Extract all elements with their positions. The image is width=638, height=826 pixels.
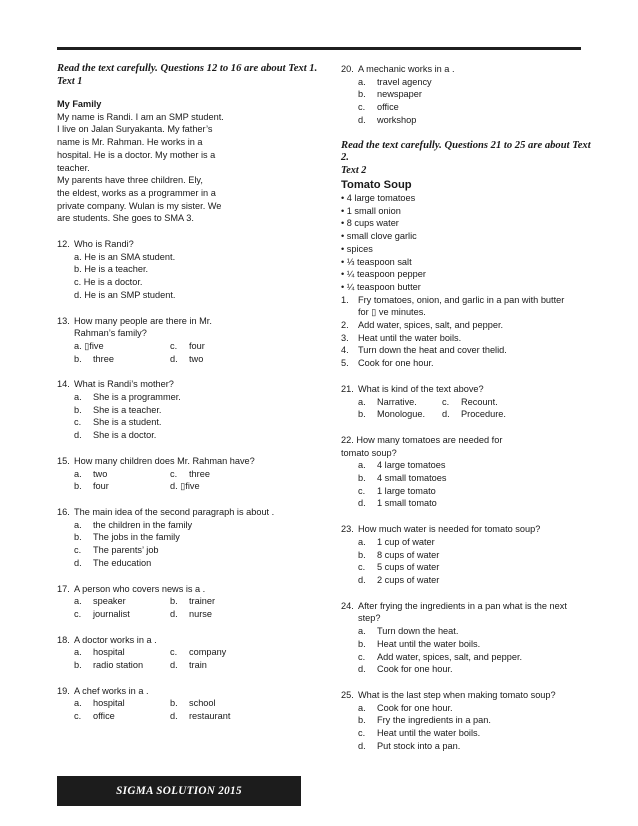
text1-label: Text 1 bbox=[57, 75, 83, 87]
option-d: d. restaurant bbox=[170, 711, 231, 722]
question-15 bbox=[57, 455, 322, 493]
story-line: teacher. bbox=[57, 162, 90, 173]
option-a: a. ▯five bbox=[74, 340, 104, 351]
option-a: a. travel agency bbox=[358, 76, 432, 87]
option-b: b. Heat until the water boils. bbox=[358, 638, 481, 649]
question-14 bbox=[57, 378, 322, 442]
recipe-step: 1. Fry tomatoes, onion, and garlic in a pan with butter bbox=[341, 294, 565, 305]
question-number: 12. bbox=[57, 239, 70, 250]
option-d: d. Cook for one hour. bbox=[358, 664, 453, 675]
option-b: b. newspaper bbox=[358, 89, 422, 100]
option-b: b. three bbox=[74, 353, 114, 364]
story-line: hospital. He is a doctor. My mother is a bbox=[57, 149, 216, 160]
question-text: A chef works in a . bbox=[74, 685, 149, 696]
recipe-step: 4. Turn down the heat and cover thelid. bbox=[341, 345, 507, 356]
option-c: c. three bbox=[170, 468, 210, 479]
story-line: name is Mr. Rahman. He works in a bbox=[57, 137, 203, 148]
recipe-steps bbox=[341, 294, 591, 370]
question-text: After frying the ingredients in a pan what is the next bbox=[358, 600, 567, 611]
question-24 bbox=[341, 600, 591, 676]
option-d: d. He is an SMP student. bbox=[74, 289, 176, 300]
option-c: c. four bbox=[170, 340, 205, 351]
ingredient-item: • 8 cups water bbox=[341, 218, 399, 229]
recipe-step-cont: for ▯ ve minutes. bbox=[358, 307, 426, 318]
left-column bbox=[57, 63, 322, 723]
options-row bbox=[358, 408, 591, 421]
option-c: c. The parents’ job bbox=[74, 545, 159, 556]
option-d: d. train bbox=[170, 660, 207, 671]
story-line: My name is Randi. I am an SMP student. bbox=[57, 111, 224, 122]
question-20 bbox=[341, 63, 591, 127]
option-a: a. He is an SMA student. bbox=[74, 251, 176, 262]
question-number: 13. bbox=[57, 315, 70, 326]
ingredient-item: • 1 small onion bbox=[341, 205, 401, 216]
question-text: 22. How many tomatoes are needed for bbox=[341, 434, 503, 445]
ingredient-item: • ⅓ teaspoon salt bbox=[341, 256, 412, 267]
question-number: 24. bbox=[341, 600, 354, 611]
question-number: 16. bbox=[57, 506, 70, 517]
question-number: 20. bbox=[341, 64, 354, 74]
option-d: d. two bbox=[170, 353, 204, 364]
option-b: b. 8 cups of water bbox=[358, 549, 440, 560]
option-c: c. Add water, spices, salt, and pepper. bbox=[358, 651, 523, 662]
story-line: are students. She goes to SMA 3. bbox=[57, 213, 194, 224]
option-a: a. speaker bbox=[74, 596, 126, 607]
question-number: 25. bbox=[341, 689, 354, 700]
ingredient-item: • small clove garlic bbox=[341, 231, 417, 242]
text2-label: Text 2 bbox=[341, 164, 367, 176]
option-c: c. office bbox=[358, 102, 399, 113]
options-row bbox=[74, 646, 322, 659]
question-number: 15. bbox=[57, 455, 70, 466]
question-text: What is the last step when making tomato soup? bbox=[358, 689, 556, 700]
option-c: c. journalist bbox=[74, 608, 130, 619]
story-line: the eldest, works as a programmer in a bbox=[57, 187, 216, 198]
ingredient-item: • spices bbox=[341, 243, 373, 254]
question-text: A mechanic works in a . bbox=[358, 64, 455, 74]
option-a: a. Narrative. bbox=[358, 396, 417, 407]
option-c: c. Recount. bbox=[442, 396, 498, 407]
recipe-step: 5. Cook for one hour. bbox=[341, 358, 434, 369]
question-text: What is kind of the text above? bbox=[358, 383, 484, 394]
text2-instructions: Read the text carefully. Questions 21 to 25 are about Text 2. bbox=[341, 139, 591, 164]
option-a: a. Turn down the heat. bbox=[358, 626, 459, 637]
option-d: d. Put stock into a pan. bbox=[358, 740, 461, 751]
option-d: d. Procedure. bbox=[442, 409, 506, 420]
options-row bbox=[74, 595, 322, 608]
option-c: c. office bbox=[74, 711, 115, 722]
question-text: How many children does Mr. Rahman have? bbox=[74, 455, 255, 466]
option-b: b. trainer bbox=[170, 596, 216, 607]
option-a: a. She is a programmer. bbox=[74, 392, 181, 403]
question-17 bbox=[57, 583, 322, 621]
text1-instructions: Read the text carefully. Questions 12 to 16 are about Text 1. bbox=[57, 63, 318, 74]
question-text: Who is Randi? bbox=[74, 239, 134, 250]
question-13 bbox=[57, 315, 322, 366]
option-d: d. 1 small tomato bbox=[358, 498, 437, 509]
question-number: 18. bbox=[57, 634, 70, 645]
option-d: d. The education bbox=[74, 557, 152, 568]
question-number: 19. bbox=[57, 685, 70, 696]
option-a: a. hospital bbox=[74, 647, 125, 658]
question-16 bbox=[57, 506, 322, 570]
options-row bbox=[74, 608, 322, 621]
question-number: 23. bbox=[341, 524, 354, 535]
ingredient-list bbox=[341, 192, 591, 294]
option-b: b. Fry the ingredients in a pan. bbox=[358, 715, 491, 726]
question-text: The main idea of the second paragraph is about . bbox=[74, 506, 275, 517]
option-d: d. She is a doctor. bbox=[74, 430, 157, 441]
options-row bbox=[74, 468, 322, 481]
options-row bbox=[74, 353, 322, 366]
option-c: c. He is a doctor. bbox=[74, 277, 143, 288]
story-title: My Family bbox=[57, 99, 102, 109]
options-row bbox=[74, 697, 322, 710]
option-a: a. two bbox=[74, 468, 108, 479]
recipe-step: 2. Add water, spices, salt, and pepper. bbox=[341, 320, 504, 331]
option-b: b. He is a teacher. bbox=[74, 264, 149, 275]
option-c: c. 5 cups of water bbox=[358, 562, 440, 573]
ingredient-item: • ¼ teaspoon pepper bbox=[341, 269, 426, 280]
option-b: b. four bbox=[74, 481, 109, 492]
question-text: What is Randi’s mother? bbox=[74, 379, 174, 390]
options-row bbox=[74, 710, 322, 723]
option-b: b. 4 small tomatoes bbox=[358, 473, 447, 484]
option-d: d. 2 cups of water bbox=[358, 575, 440, 585]
question-number: 14. bbox=[57, 379, 70, 390]
story-line: I live on Jalan Suryakanta. My father’s bbox=[57, 124, 213, 135]
question-text: A person who covers news is a . bbox=[74, 583, 206, 594]
story-body bbox=[57, 111, 322, 225]
top-rule bbox=[57, 47, 581, 50]
question-23 bbox=[341, 523, 591, 587]
option-a: a. the children in the family bbox=[74, 519, 193, 530]
question-text: How much water is needed for tomato soup? bbox=[358, 524, 541, 535]
option-c: c. She is a student. bbox=[74, 417, 162, 428]
option-d: d. workshop bbox=[358, 114, 417, 125]
options-row bbox=[74, 659, 322, 672]
option-d: d. nurse bbox=[170, 608, 212, 619]
question-text-cont: tomato soup? bbox=[341, 447, 397, 458]
question-19 bbox=[57, 685, 322, 723]
right-column bbox=[341, 63, 591, 752]
recipe-title: Tomato Soup bbox=[341, 179, 412, 192]
story-line: private company. Wulan is my sister. We bbox=[57, 200, 222, 211]
question-25 bbox=[341, 689, 591, 753]
option-b: b. school bbox=[170, 698, 216, 709]
question-number: 21. bbox=[341, 383, 354, 394]
option-c: c. 1 large tomato bbox=[358, 485, 436, 496]
question-18 bbox=[57, 634, 322, 672]
option-a: a. Cook for one hour. bbox=[358, 702, 453, 713]
options-row bbox=[74, 480, 322, 493]
question-number: 17. bbox=[57, 583, 70, 594]
question-22 bbox=[341, 434, 591, 510]
recipe-step: 3. Heat until the water boils. bbox=[341, 332, 462, 343]
option-a: a. hospital bbox=[74, 698, 125, 709]
options-row bbox=[358, 396, 591, 409]
option-b: b. Monologue. bbox=[358, 409, 426, 420]
option-a: a. 1 cup of water bbox=[358, 536, 435, 547]
question-text: How many people are there in Mr. bbox=[74, 315, 212, 326]
option-d: d. ▯five bbox=[170, 481, 200, 492]
story-line: My parents have three children. Ely, bbox=[57, 175, 203, 186]
question-text-cont: Rahman’s family? bbox=[74, 328, 147, 339]
option-b: b. The jobs in the family bbox=[74, 532, 180, 543]
question-text-cont: step? bbox=[358, 613, 381, 624]
footer-banner: SIGMA SOLUTION 2015 bbox=[57, 776, 301, 806]
option-b: b. She is a teacher. bbox=[74, 404, 162, 415]
option-b: b. radio station bbox=[74, 660, 144, 671]
option-a: a. 4 large tomatoes bbox=[358, 460, 446, 471]
question-21 bbox=[341, 383, 591, 421]
options-row bbox=[74, 340, 322, 353]
ingredient-item: • ¼ teaspoon butter bbox=[341, 281, 421, 292]
question-text: A doctor works in a . bbox=[74, 634, 157, 645]
ingredient-item: • 4 large tomatoes bbox=[341, 193, 416, 204]
question-12 bbox=[57, 238, 322, 302]
option-c: c. Heat until the water boils. bbox=[358, 728, 481, 739]
option-c: c. company bbox=[170, 647, 227, 658]
